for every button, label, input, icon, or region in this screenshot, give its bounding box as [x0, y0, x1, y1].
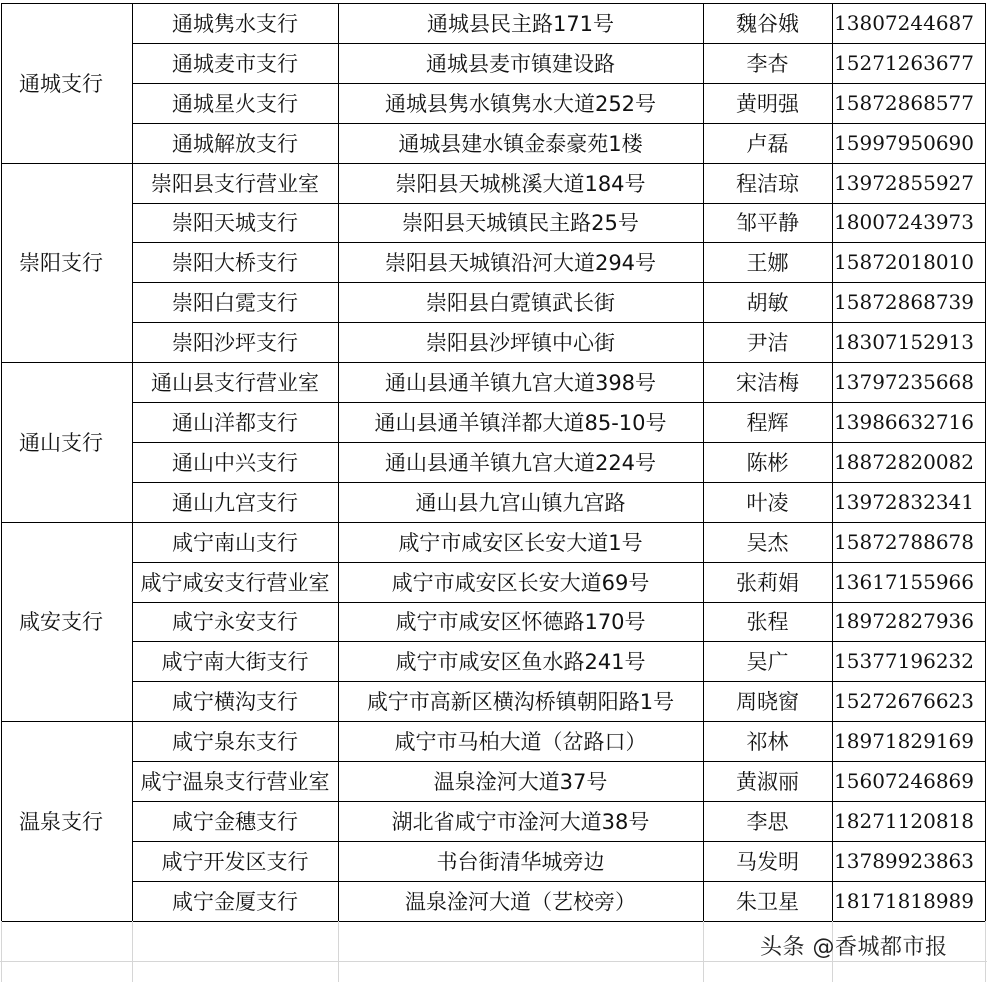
contact-person-cell: 程辉	[746, 410, 789, 435]
address-cell: 咸宁市咸安区长安大道1号	[398, 530, 643, 555]
address-cell: 咸宁市咸安区鱼水路241号	[395, 650, 646, 675]
phone-number-cell: 15607246869	[834, 769, 974, 794]
phone-number-cell: 15377196232	[834, 649, 974, 674]
contact-person-cell: 邹平静	[736, 211, 799, 236]
column-divider	[985, 3, 986, 921]
contact-person-cell: 宋洁梅	[736, 371, 799, 396]
group-divider	[1, 163, 986, 164]
branch-name-cell: 通城支行	[19, 71, 103, 96]
address-cell: 通山县通羊镇九宫大道398号	[384, 371, 657, 396]
contact-person-cell: 祁林	[746, 730, 789, 755]
phone-number-cell: 13986632716	[834, 409, 974, 434]
phone-number-cell: 15997950690	[834, 130, 974, 155]
contact-person-cell: 黄明强	[736, 91, 799, 116]
contact-person-cell: 黄淑丽	[736, 770, 799, 795]
contact-person-cell: 吴广	[746, 650, 789, 675]
column-divider	[338, 3, 339, 921]
sub-branch-name-cell: 通山中兴支行	[172, 450, 298, 475]
address-cell: 通城县民主路171号	[426, 11, 615, 36]
address-cell: 通山县通羊镇洋都大道85-10号	[374, 410, 667, 435]
phone-number-cell: 13972855927	[834, 170, 974, 195]
row-divider	[132, 402, 986, 403]
phone-number-cell: 15872868577	[834, 90, 974, 115]
address-cell: 崇阳县天城镇沿河大道294号	[384, 251, 657, 276]
group-divider	[1, 721, 986, 722]
sub-branch-name-cell: 咸宁南山支行	[172, 530, 298, 555]
row-divider	[132, 681, 986, 682]
sheet-gridline	[985, 921, 986, 982]
sub-branch-name-cell: 通城隽水支行	[172, 11, 298, 36]
sub-branch-name-cell: 通山县支行营业室	[151, 371, 319, 396]
address-cell: 咸宁市高新区横沟桥镇朝阳路1号	[366, 690, 675, 715]
contact-person-cell: 张莉娟	[736, 570, 799, 595]
row-divider	[132, 482, 986, 483]
phone-number-cell: 18872820082	[834, 449, 974, 474]
contact-person-cell: 程洁琼	[736, 171, 799, 196]
phone-number-cell: 15872868739	[834, 290, 974, 315]
sub-branch-name-cell: 通城星火支行	[172, 91, 298, 116]
phone-number-cell: 18271120818	[834, 808, 974, 833]
address-cell: 咸宁市咸安区怀德路170号	[395, 610, 646, 635]
address-cell: 温泉淦河大道37号	[433, 770, 608, 795]
contact-person-cell: 马发明	[736, 849, 799, 874]
watermark: 头条 @香城都市报	[760, 935, 948, 960]
address-cell: 通城县隽水镇隽水大道252号	[384, 91, 657, 116]
column-divider	[1, 3, 2, 921]
row-divider	[132, 562, 986, 563]
row-divider	[132, 242, 986, 243]
phone-number-cell: 13972832341	[834, 489, 974, 514]
address-cell: 湖北省咸宁市淦河大道38号	[391, 809, 650, 834]
sub-branch-name-cell: 咸宁金厦支行	[172, 889, 298, 914]
phone-number-cell: 13789923863	[834, 848, 974, 873]
group-divider	[1, 362, 986, 363]
branch-name-cell: 崇阳支行	[19, 251, 103, 276]
sub-branch-name-cell: 崇阳大桥支行	[172, 251, 298, 276]
row-divider	[132, 442, 986, 443]
branch-name-cell: 温泉支行	[19, 809, 103, 834]
table-bottom-border	[1, 921, 986, 922]
row-divider	[132, 123, 986, 124]
sub-branch-name-cell: 崇阳县支行营业室	[151, 171, 319, 196]
row-divider	[132, 801, 986, 802]
row-divider	[132, 83, 986, 84]
column-divider	[832, 3, 833, 921]
row-divider	[132, 641, 986, 642]
sub-branch-name-cell: 咸宁咸安支行营业室	[140, 570, 330, 595]
phone-number-cell: 18307152913	[834, 330, 974, 355]
contact-person-cell: 叶凌	[746, 490, 789, 515]
address-cell: 咸宁市咸安区长安大道69号	[391, 570, 650, 595]
sub-branch-name-cell: 通城麦市支行	[172, 51, 298, 76]
phone-number-cell: 15271263677	[834, 50, 974, 75]
phone-number-cell: 13617155966	[834, 569, 974, 594]
sub-branch-name-cell: 咸宁金穗支行	[172, 809, 298, 834]
contact-person-cell: 张程	[746, 610, 789, 635]
contact-person-cell: 卢磊	[746, 131, 789, 156]
phone-number-cell: 18171818989	[834, 888, 974, 913]
contact-person-cell: 陈彬	[746, 450, 789, 475]
group-divider	[1, 3, 986, 4]
phone-number-cell: 18007243973	[834, 210, 974, 235]
row-divider	[132, 602, 986, 603]
sub-branch-name-cell: 崇阳天城支行	[172, 211, 298, 236]
phone-number-cell: 13807244687	[834, 10, 974, 35]
column-divider	[132, 3, 133, 921]
sub-branch-name-cell: 咸宁泉东支行	[172, 730, 298, 755]
contact-person-cell: 周晓窗	[736, 690, 799, 715]
row-divider	[132, 322, 986, 323]
sub-branch-name-cell: 咸宁永安支行	[172, 610, 298, 635]
phone-number-cell: 18971829169	[834, 729, 974, 754]
sheet-gridline	[338, 921, 339, 982]
phone-number-cell: 15272676623	[834, 689, 974, 714]
branch-name-cell: 通山支行	[19, 430, 103, 455]
row-divider	[132, 43, 986, 44]
sub-branch-name-cell: 通城解放支行	[172, 131, 298, 156]
contact-person-cell: 魏谷娥	[736, 11, 799, 36]
row-divider	[132, 841, 986, 842]
branch-name-cell: 咸安支行	[19, 610, 103, 635]
phone-number-cell: 15872018010	[834, 250, 974, 275]
address-cell: 通山县通羊镇九宫大道224号	[384, 450, 657, 475]
address-cell: 咸宁市马柏大道（岔路口）	[394, 730, 647, 755]
sub-branch-name-cell: 咸宁南大街支行	[161, 650, 309, 675]
group-divider	[1, 522, 986, 523]
row-divider	[132, 881, 986, 882]
address-cell: 通城县建水镇金泰豪苑1楼	[398, 131, 643, 156]
sub-branch-name-cell: 咸宁温泉支行营业室	[140, 770, 330, 795]
sub-branch-name-cell: 咸宁横沟支行	[172, 690, 298, 715]
contact-person-cell: 王娜	[746, 251, 789, 276]
row-divider	[132, 282, 986, 283]
sheet-gridline	[132, 921, 133, 982]
address-cell: 崇阳县天城桃溪大道184号	[395, 171, 646, 196]
row-divider	[132, 203, 986, 204]
contact-person-cell: 李思	[746, 809, 789, 834]
address-cell: 温泉淦河大道（艺校旁）	[405, 889, 636, 914]
sub-branch-name-cell: 崇阳白霓支行	[172, 291, 298, 316]
sub-branch-name-cell: 咸宁开发区支行	[161, 849, 309, 874]
address-cell: 崇阳县沙坪镇中心街	[426, 331, 615, 356]
phone-number-cell: 18972827936	[834, 609, 974, 634]
sheet-gridline	[1, 921, 2, 982]
address-cell: 崇阳县天城镇民主路25号	[402, 211, 639, 236]
phone-number-cell: 15872788678	[834, 529, 974, 554]
column-divider	[703, 3, 704, 921]
address-cell: 书台街清华城旁边	[436, 849, 605, 874]
contact-person-cell: 尹洁	[746, 331, 789, 356]
sub-branch-name-cell: 通山九宫支行	[172, 490, 298, 515]
address-cell: 崇阳县白霓镇武长街	[426, 291, 615, 316]
address-cell: 通山县九宫山镇九宫路	[415, 490, 626, 515]
contact-person-cell: 朱卫星	[736, 889, 799, 914]
sub-branch-name-cell: 通山洋都支行	[172, 410, 298, 435]
contact-person-cell: 李杏	[746, 51, 789, 76]
phone-number-cell: 13797235668	[834, 370, 974, 395]
row-divider	[132, 761, 986, 762]
contact-person-cell: 胡敏	[746, 291, 789, 316]
contact-person-cell: 吴杰	[746, 530, 789, 555]
address-cell: 通城县麦市镇建设路	[426, 51, 615, 76]
sheet-gridline	[703, 921, 704, 982]
sub-branch-name-cell: 崇阳沙坪支行	[172, 331, 298, 356]
